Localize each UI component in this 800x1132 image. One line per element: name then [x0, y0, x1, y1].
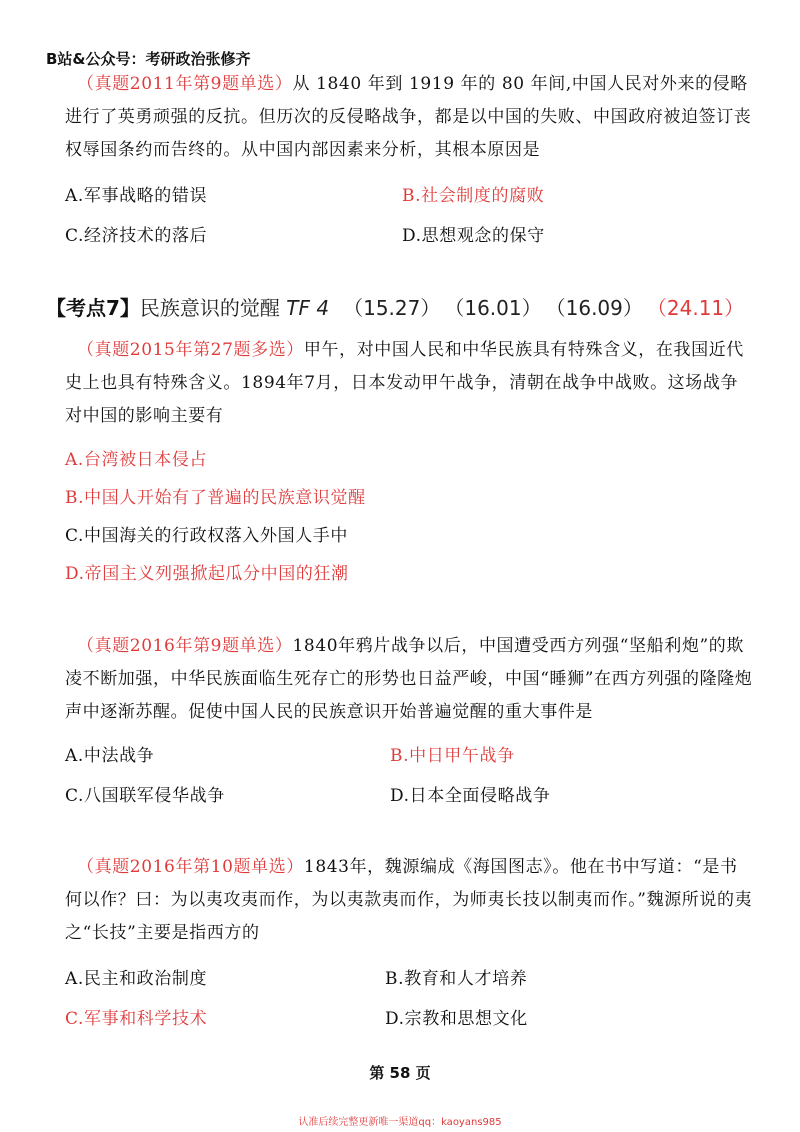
- option-d: D.思想观念的保守: [402, 226, 545, 246]
- question-text: 1840年鸦片战争以后，中国遭受西方列强“坚船利炮”的欺凌不断加强，中华民族面临生死存亡的形势也日益严峻，中国“睡狮”在西方列强的隆隆炮声中逐渐苏醒。促使中国人民的民族意识开始普遍觉醒的重大事件是: [65, 636, 753, 722]
- question-text: 甲午，对中国人民和中华民族具有特殊含义，在我国近代史上也具有特殊含义。1894年7月，日本发动甲午战争，清朝在战争中战败。这场战争对中国的影响主要有: [65, 340, 744, 426]
- option-c: C.军事和科学技术: [65, 1009, 208, 1029]
- option-b: B.教育和人才培养: [385, 969, 528, 989]
- question-2: [65, 334, 755, 605]
- option-d: D.宗教和思想文化: [385, 1009, 528, 1029]
- option-b: B.中国人开始有了普遍的民族意识觉醒: [65, 488, 366, 508]
- option-c: C.中国海关的行政权落入外国人手中: [65, 526, 349, 546]
- option-a: A.军事战略的错误: [65, 186, 208, 206]
- option-b: B.社会制度的腐败: [402, 186, 545, 206]
- option-a: A.民主和政治制度: [65, 969, 208, 989]
- question-stem: [65, 68, 755, 167]
- option-a: A.中法战争: [65, 746, 155, 766]
- option-b: B.中日甲午战争: [390, 746, 515, 766]
- options: [65, 445, 755, 605]
- option-a: A.台湾被日本侵占: [65, 450, 208, 470]
- section-heading: [46, 292, 744, 321]
- options: [65, 741, 755, 821]
- option-c: C.经济技术的落后: [65, 226, 208, 246]
- question-stem: [65, 334, 755, 433]
- question-1: [65, 68, 755, 261]
- question-stem: [65, 851, 755, 950]
- option-c: C.八国联军侵华战争: [65, 786, 225, 806]
- question-source: （真题2011年第9题单选）: [77, 74, 293, 94]
- section-freq: （15.27）: [343, 296, 441, 320]
- section-freq: （16.01）: [454, 296, 542, 320]
- header-brand: B站&公众号：考研政治张修齐: [46, 50, 251, 68]
- options: [65, 964, 755, 1044]
- question-stem: [65, 630, 755, 729]
- option-d: D.帝国主义列强掀起瓜分中国的狂潮: [65, 564, 349, 584]
- options: [65, 181, 755, 261]
- watermark-text: 认准后续完整更新唯一渠道qq：kaoyans985: [298, 1117, 502, 1128]
- section-title: 民族意识的觉醒: [139, 296, 280, 320]
- question-source: （真题2015年第27题多选）: [77, 340, 304, 360]
- section-freq: （16.09）: [555, 296, 643, 320]
- question-source: （真题2016年第10题单选）: [77, 857, 304, 877]
- page-number: 第 58 页: [369, 1064, 431, 1082]
- question-3: [65, 630, 755, 821]
- question-text: 1843年，魏源编成《海国图志》。他在书中写道：“是书何以作？曰：为以夷攻夷而作，为以夷款夷而作，为师夷长技以制夷而作。”魏源所说的夷之“长技”主要是指西方的: [65, 857, 753, 943]
- section-freq-highlight: （24.11）: [656, 296, 745, 320]
- section-label: 【考点7】: [46, 296, 140, 320]
- question-4: [65, 851, 755, 1044]
- question-source: （真题2016年第9题单选）: [77, 636, 293, 656]
- option-d: D.日本全面侵略战争: [390, 786, 551, 806]
- question-text: 从 1840 年到 1919 年的 80 年间,中国人民对外来的侵略进行了英勇顽强的反抗。但历次的反侵略战争，都是以中国的失败、中国政府被迫签订丧权辱国条约而告终的。从中国内部因素来分析，其根本原因是: [65, 74, 752, 160]
- section-tf: TF 4: [286, 296, 330, 320]
